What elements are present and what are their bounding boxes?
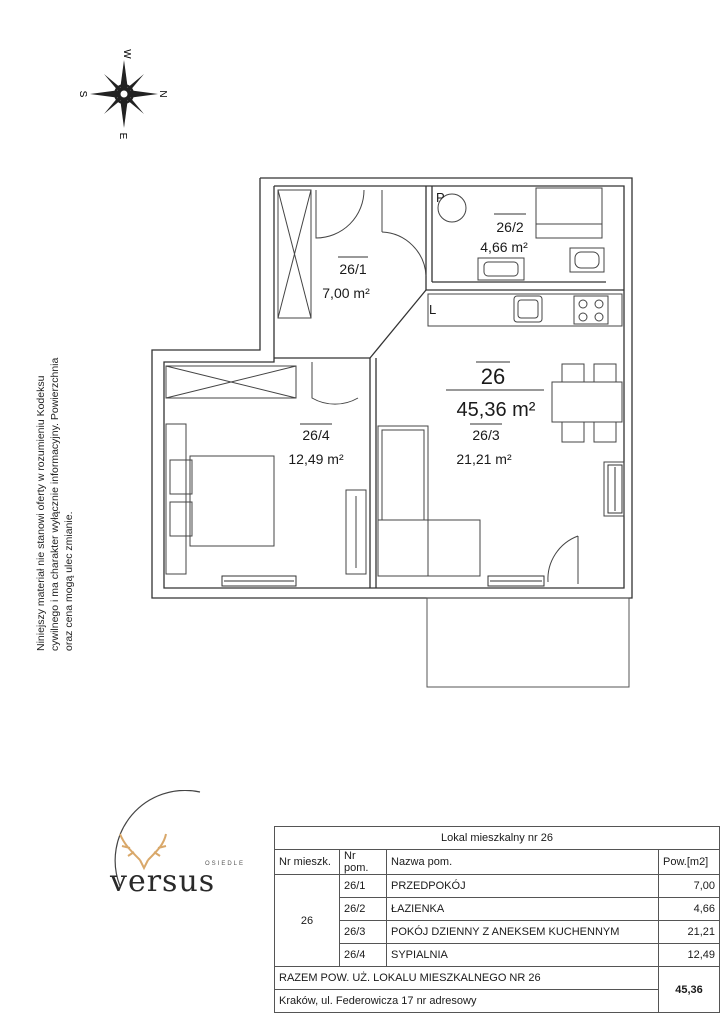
name-cell: SYPIALNIA bbox=[387, 944, 659, 967]
disclaimer-line-3: oraz cena mogą ulec zmianie. bbox=[63, 511, 75, 651]
room-labels bbox=[288, 190, 544, 467]
kitchen-counter bbox=[428, 294, 622, 326]
sofa bbox=[378, 426, 480, 576]
disclaimer-text bbox=[34, 301, 76, 651]
name-cell: POKÓJ DZIENNY Z ANEKSEM KUCHENNYM bbox=[387, 921, 659, 944]
room-cell: 26/1 bbox=[340, 875, 387, 898]
symbol-l: L bbox=[429, 302, 437, 317]
table-row bbox=[275, 875, 720, 898]
room-label-26-1: 26/1 bbox=[339, 261, 367, 277]
dining-set bbox=[552, 364, 622, 442]
total-value: 45,36 bbox=[659, 967, 720, 1013]
antlers-icon bbox=[120, 834, 166, 868]
table-row bbox=[275, 944, 720, 967]
windows bbox=[222, 465, 622, 586]
area-cell: 12,49 bbox=[659, 944, 720, 967]
name-cell: ŁAZIENKA bbox=[387, 898, 659, 921]
header-name: Nazwa pom. bbox=[387, 850, 659, 875]
header-apt: Nr mieszk. bbox=[275, 850, 340, 875]
compass-w-label: W bbox=[121, 49, 132, 59]
compass-s-label: S bbox=[77, 90, 88, 98]
symbol-p: P bbox=[436, 190, 445, 205]
room-area-26-4: 12,49 m² bbox=[288, 451, 344, 467]
bedroom-wardrobe bbox=[346, 490, 366, 574]
wardrobes bbox=[166, 190, 311, 398]
room-cell: 26/3 bbox=[340, 921, 387, 944]
room-label-26-2: 26/2 bbox=[496, 219, 524, 235]
address: Kraków, ul. Federowicza 17 nr adresowy bbox=[275, 990, 659, 1013]
logo-main-text: versus bbox=[110, 864, 216, 899]
compass-rose-icon bbox=[77, 49, 168, 139]
disclaimer-line-1: Niniejszy materiał nie stanowi oferty w rozumieniu Kodeksu bbox=[35, 375, 47, 651]
room-area-26-2: 4,66 m² bbox=[480, 239, 528, 255]
table-title: Lokal mieszkalny nr 26 bbox=[275, 827, 720, 850]
area-cell: 21,21 bbox=[659, 921, 720, 944]
apartment-number: 26 bbox=[480, 364, 506, 389]
area-cell: 4,66 bbox=[659, 898, 720, 921]
total-label: RAZEM POW. UŻ. LOKALU MIESZKALNEGO NR 26 bbox=[275, 967, 659, 990]
balcony bbox=[427, 598, 629, 687]
room-cell: 26/2 bbox=[340, 898, 387, 921]
room-area-26-1: 7,00 m² bbox=[322, 285, 370, 301]
compass-e-label: E bbox=[117, 132, 128, 140]
compass-n-label: N bbox=[157, 90, 168, 98]
room-area-26-3: 21,21 m² bbox=[456, 451, 512, 467]
room-label-26-3: 26/3 bbox=[472, 427, 500, 443]
versus-logo bbox=[100, 790, 260, 900]
disclaimer-line-2: cywilnego i ma charakter wyłącznie informacyjny. Powierzchnia bbox=[49, 357, 61, 651]
header-area: Pow.[m2] bbox=[659, 850, 720, 875]
apartment-area: 45,36 m² bbox=[456, 399, 536, 421]
table-row bbox=[275, 898, 720, 921]
table-row bbox=[275, 921, 720, 944]
doors bbox=[312, 190, 578, 584]
room-label-26-4: 26/4 bbox=[302, 427, 330, 443]
header-room: Nr pom. bbox=[340, 850, 387, 875]
room-table bbox=[274, 826, 720, 1013]
room-cell: 26/4 bbox=[340, 944, 387, 967]
area-cell: 7,00 bbox=[659, 875, 720, 898]
name-cell: PRZEDPOKÓJ bbox=[387, 875, 659, 898]
logo-small-text: OSIEDLE bbox=[205, 861, 246, 867]
bed bbox=[166, 424, 274, 574]
apt-number-cell: 26 bbox=[275, 875, 340, 967]
